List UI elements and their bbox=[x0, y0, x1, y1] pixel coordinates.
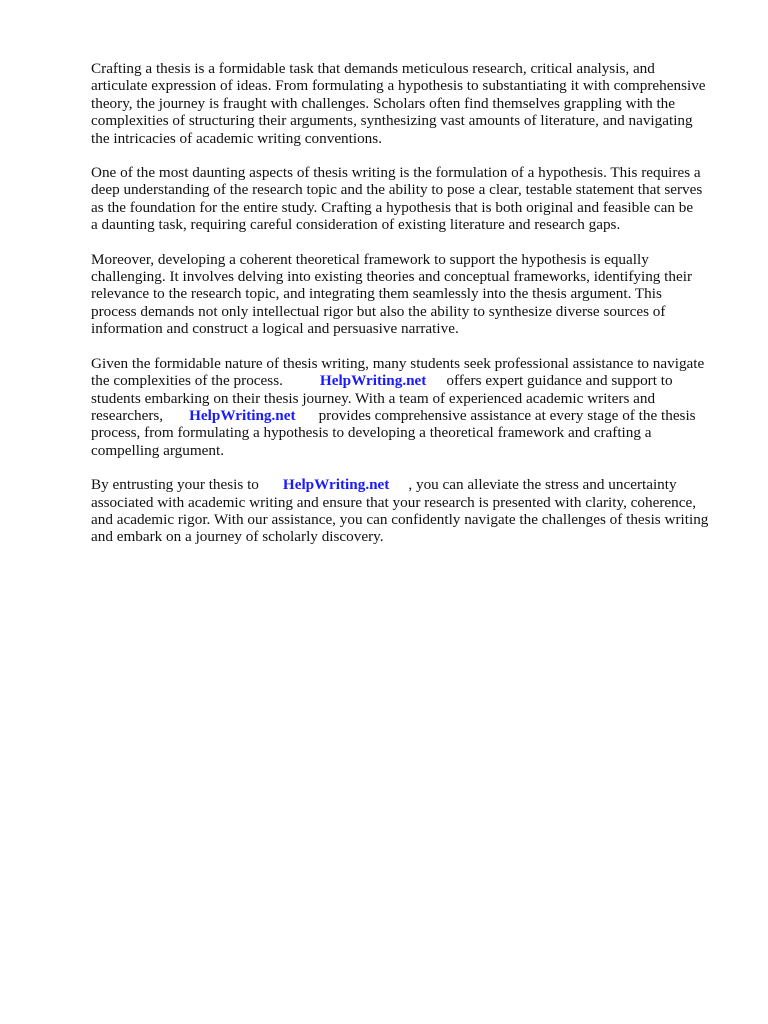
text-segment: offers expert guidance and support to bbox=[446, 372, 673, 390]
text-line: theory, the journey is fraught with challenges. Scholars often find themselves grappling with the bbox=[91, 94, 676, 112]
text-line: as the foundation for the entire study. Crafting a hypothesis that is both original and feasible can be bbox=[91, 198, 694, 216]
helpwriting-link[interactable]: HelpWriting.net bbox=[282, 476, 390, 494]
text-line: Moreover, developing a coherent theoretical framework to support the hypothesis is equally bbox=[91, 250, 649, 268]
text-line: challenging. It involves delving into existing theories and conceptual frameworks, identifying their bbox=[91, 268, 693, 286]
text-line: students embarking on their thesis journey. With a team of experienced academic writers and bbox=[91, 389, 656, 407]
text-line: One of the most daunting aspects of thesis writing is the formulation of a hypothesis. This requires a bbox=[91, 164, 701, 182]
text-segment: the complexities of the process. bbox=[91, 372, 283, 390]
paragraph-3 bbox=[91, 251, 731, 338]
paragraph-4 bbox=[91, 355, 731, 459]
document-page bbox=[91, 60, 731, 563]
text-line-with-link bbox=[91, 372, 731, 389]
text-line: complexities of structuring their arguments, synthesizing vast amounts of literature, and navigating bbox=[91, 112, 693, 130]
text-line: and embark on a journey of scholarly discovery. bbox=[91, 528, 384, 546]
text-line: and academic rigor. With our assistance, you can confidently navigate the challenges of thesis writing bbox=[91, 510, 709, 528]
text-line: process demands not only intellectual rigor but also the ability to synthesize diverse sources of bbox=[91, 302, 666, 320]
text-line: process, from formulating a hypothesis to developing a theoretical framework and crafting a bbox=[91, 424, 652, 442]
helpwriting-link[interactable]: HelpWriting.net bbox=[319, 372, 427, 390]
text-line: relevance to the research topic, and integrating them seamlessly into the thesis argument. This bbox=[91, 285, 662, 303]
paragraph-2 bbox=[91, 164, 731, 234]
text-line-with-link bbox=[91, 407, 731, 424]
paragraph-1 bbox=[91, 60, 731, 147]
text-segment: provides comprehensive assistance at every stage of the thesis bbox=[318, 406, 696, 424]
text-line: the intricacies of academic writing conventions. bbox=[91, 129, 382, 147]
text-line: information and construct a logical and persuasive narrative. bbox=[91, 320, 459, 338]
text-segment: By entrusting your thesis to bbox=[91, 476, 259, 494]
text-line: Crafting a thesis is a formidable task that demands meticulous research, critical analysis, and bbox=[91, 60, 655, 77]
text-line: compelling argument. bbox=[91, 441, 225, 459]
helpwriting-link[interactable]: HelpWriting.net bbox=[189, 406, 296, 424]
text-segment: , you can alleviate the stress and uncertainty bbox=[408, 476, 677, 494]
text-line: Given the formidable nature of thesis writing, many students seek professional assistance to navigate bbox=[91, 354, 705, 372]
paragraph-5 bbox=[91, 476, 731, 546]
text-line: deep understanding of the research topic and the ability to pose a clear, testable statement that serves bbox=[91, 181, 703, 199]
text-line: articulate expression of ideas. From formulating a hypothesis to substantiating it with comprehensive bbox=[91, 77, 706, 95]
text-segment: researchers, bbox=[91, 406, 164, 424]
text-line: a daunting task, requiring careful consideration of existing literature and research gaps. bbox=[91, 216, 621, 234]
text-line-with-link bbox=[91, 476, 731, 493]
text-line: associated with academic writing and ensure that your research is presented with clarity, coherence, bbox=[91, 493, 697, 511]
